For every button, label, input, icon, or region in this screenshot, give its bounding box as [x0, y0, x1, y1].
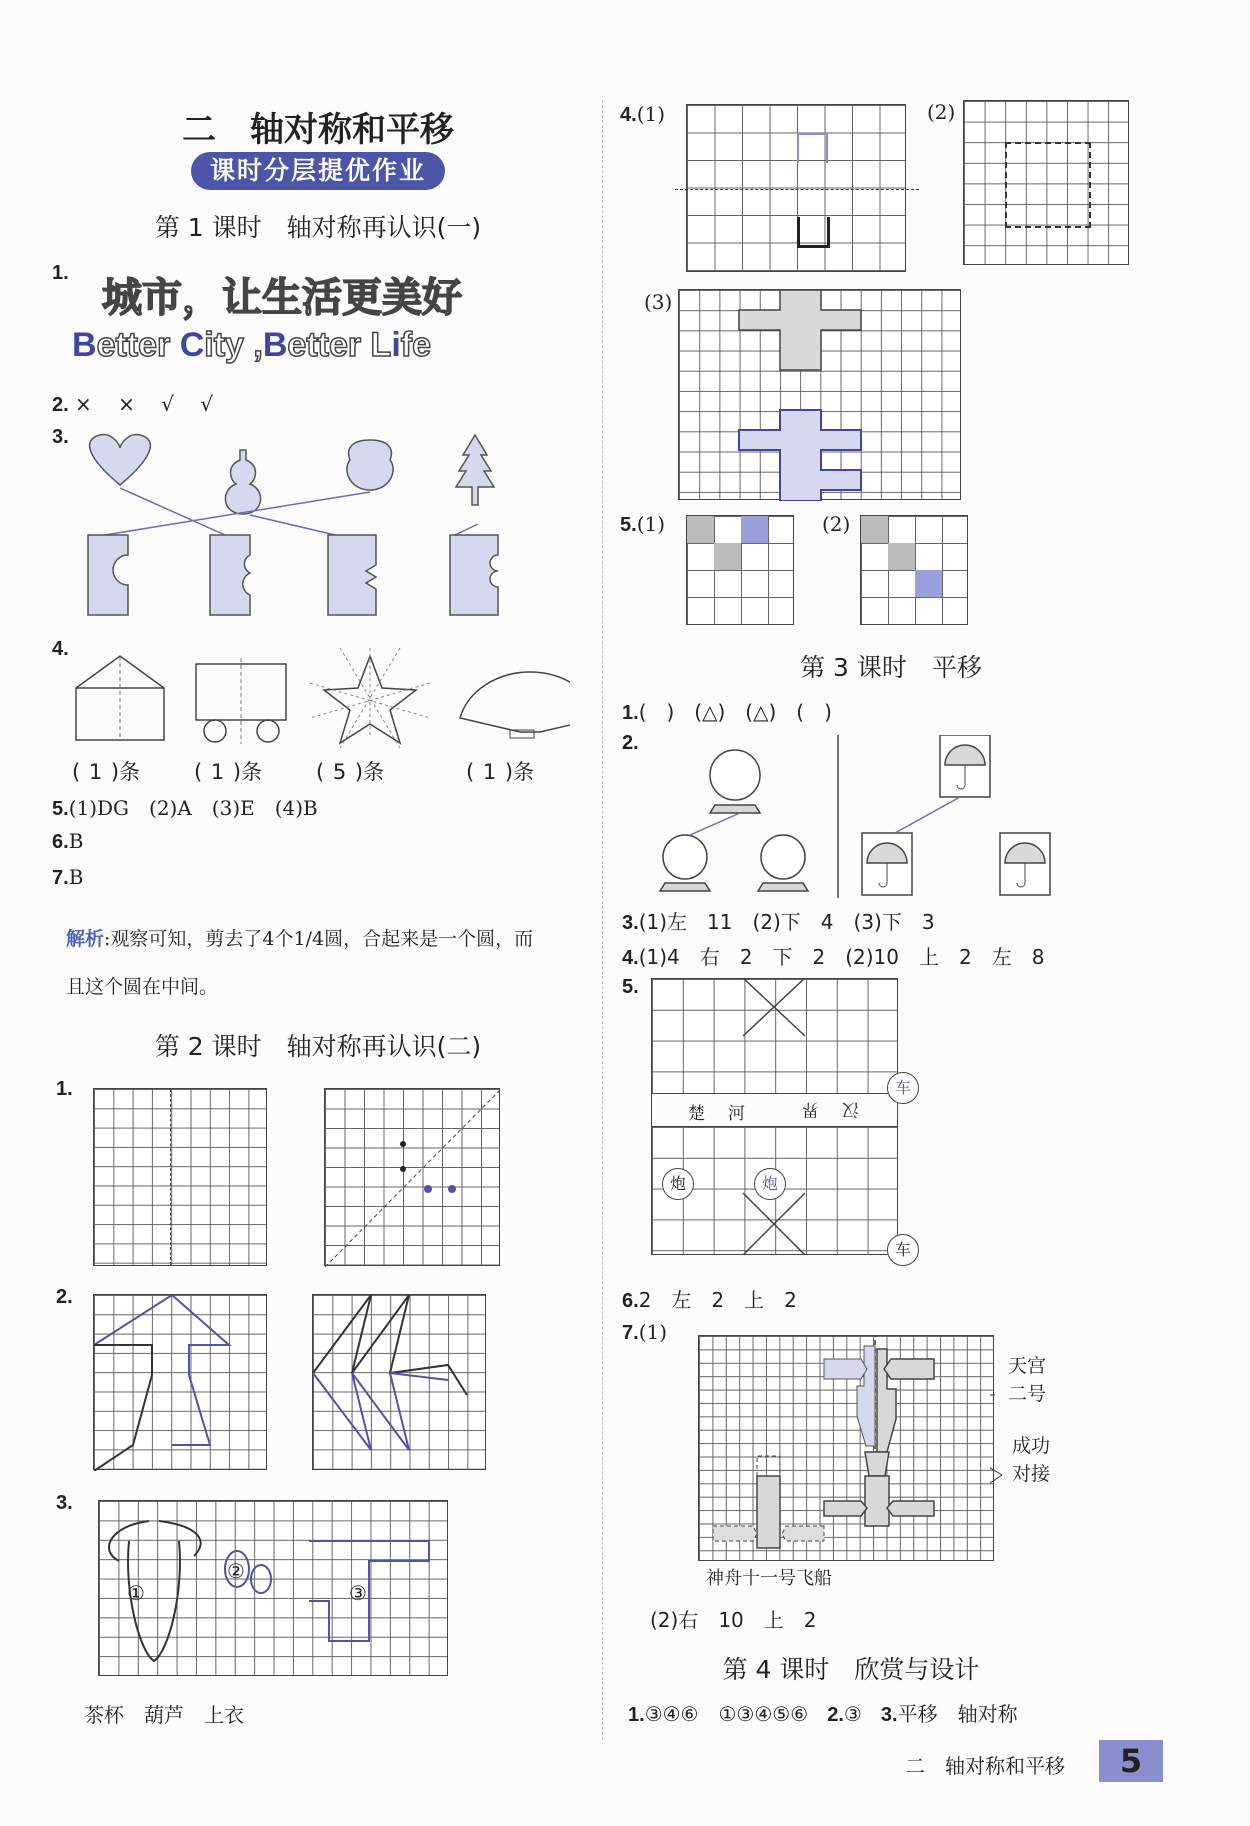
r-q5-number: 5.: [620, 514, 637, 536]
l3-q3-answer: [622, 906, 935, 935]
label-successful-docking: 成功对接: [1012, 1435, 1051, 1485]
l2-q2-number: 2.: [56, 1286, 73, 1308]
q2-text: × × √ √: [75, 392, 214, 416]
gourd-icon: [225, 450, 260, 514]
l3-q3-number: 3.: [622, 912, 639, 934]
q6-number: 6.: [52, 831, 69, 853]
l3-q1-text: ( ) (△) (△) ( ): [638, 700, 832, 724]
river-char: 河: [728, 1104, 745, 1124]
text: etter: [96, 326, 180, 364]
lesson3-title: 第 3 课时 平移: [800, 653, 982, 682]
half-heart-cutout: [88, 535, 128, 615]
gourd-label: ②: [227, 1559, 245, 1583]
q7-answer: [52, 865, 83, 890]
alarm-clock-icon: [758, 835, 808, 891]
l2-q1-grid-right: [324, 1088, 500, 1266]
r-q4-3-grid: [678, 289, 961, 500]
letter-b: B: [262, 326, 288, 364]
lesson2-title: 第 2 课时 轴对称再认识(二): [154, 1032, 482, 1061]
river-char: 汉: [842, 1099, 859, 1119]
q6-text: B: [68, 829, 84, 853]
letter-b: B: [72, 326, 97, 364]
r-q4-part2: (2): [927, 100, 956, 124]
analysis-label: 解析: [66, 928, 105, 950]
q6-answer: [52, 829, 83, 854]
river-char: 界: [802, 1099, 819, 1119]
teacup-label: ①: [127, 1581, 145, 1605]
q4-number: 4.: [52, 638, 69, 660]
l2-q3-answer: 茶杯 葫芦 上衣: [84, 1703, 244, 1727]
text: etter L: [287, 326, 392, 364]
q3-number: 3.: [52, 426, 69, 448]
r-q5-1-grid: [686, 515, 794, 625]
q7-text: B: [68, 865, 84, 889]
r-q4-number: 4.: [620, 104, 637, 126]
q2-answer: [52, 388, 213, 417]
chess-piece-chariot: 车: [887, 1072, 919, 1104]
l3-q2-figures: [640, 735, 1080, 900]
l3-q1-number: 1.: [622, 702, 639, 724]
l4-q1-number: 1.: [628, 1704, 645, 1726]
pine-tree-icon: [456, 435, 494, 505]
umbrella-icon: [1000, 833, 1050, 895]
l3-q7-label: [622, 1320, 667, 1345]
l3-q7-part1: (1): [638, 1320, 668, 1344]
l3-q6-number: 6.: [622, 1290, 639, 1312]
section-badge: 课时分层提优作业: [191, 152, 445, 190]
analysis-text: :观察可知，剪去了4个1/4圆，合起来是一个圆，而: [104, 928, 534, 950]
chess-board: [651, 978, 911, 1259]
chess-piece-cannon-moved: 炮: [754, 1168, 786, 1200]
star-icon: [324, 656, 416, 743]
q5-number: 5.: [52, 798, 69, 820]
q4-answer: ( 1 )条: [466, 760, 535, 784]
half-gourd-cutout: [210, 535, 250, 615]
q1-number: 1.: [52, 262, 69, 284]
r-q4-2-grid: [963, 100, 1129, 265]
l2-q3-number: 3.: [56, 1492, 73, 1514]
l4-q3-text: 平移 轴对称: [897, 1702, 1018, 1726]
l2-q2-grid-right: [312, 1294, 486, 1470]
shirt-label: ③: [349, 1581, 367, 1605]
label-tiangong-2: 天宫二号: [1008, 1355, 1047, 1405]
l4-answers: [628, 1698, 1018, 1727]
letter-i: i: [391, 326, 401, 364]
l3-q2-number: 2.: [622, 732, 639, 754]
r-q4-part3: (3): [644, 290, 673, 314]
page-number: 5: [1099, 1740, 1163, 1782]
l3-q4-number: 4.: [622, 947, 639, 969]
umbrella-icon: [862, 833, 912, 895]
river-char: 楚: [688, 1104, 705, 1124]
q4-answers: [72, 756, 534, 786]
alarm-clock-icon: [710, 750, 760, 813]
letter-c: C: [179, 326, 205, 364]
l4-q1-text: ③④⑥ ①③④⑤⑥: [644, 1702, 809, 1726]
alarm-clock-icon: [660, 835, 710, 891]
l3-q7-number: 7.: [622, 1322, 639, 1344]
lesson1-title: 第 1 课时 轴对称再认识(一): [154, 213, 482, 242]
l3-q7-part2: (2)右 10 上 2: [650, 1608, 817, 1632]
l4-q3-number: 3.: [880, 1704, 898, 1726]
l3-q5-number: 5.: [622, 976, 639, 998]
l3-q4-answer: [622, 941, 1044, 970]
r-q5-part1: (1): [636, 512, 666, 536]
label-shenzhou-11: 神舟十一号飞船: [706, 1568, 832, 1589]
q4-symmetry-figures: [70, 648, 570, 753]
q2-number: 2.: [52, 394, 69, 416]
q5-text: (1)DG (2)A (3)E (4)B: [68, 796, 318, 820]
text: fe: [400, 326, 432, 364]
r-q4-label: [620, 102, 665, 127]
l3-q7-grid: [698, 1335, 994, 1561]
r-q5-2-grid: [860, 515, 968, 625]
l3-q6-text: 2 左 2 上 2: [638, 1288, 797, 1312]
tree-crown-icon: [347, 440, 393, 490]
l3-q4-text: (1)4 右 2 下 2 (2)10 上 2 左 8: [638, 945, 1045, 969]
chapter-title: 二 轴对称和平移: [182, 110, 454, 150]
q1-chinese-slogan: 城市，让生活更美好: [102, 275, 462, 321]
column-divider: [602, 100, 603, 1740]
half-cloud-cutout: [450, 535, 498, 615]
r-q5-label: [620, 512, 665, 537]
q7-number: 7.: [52, 867, 69, 889]
q5-answer: [52, 792, 318, 821]
analysis-line-2: 且这个圆在中间。: [66, 976, 219, 998]
q4-answer: ( 5 )条: [316, 760, 385, 784]
r-q4-part1: (1): [636, 102, 666, 126]
lesson4-title: 第 4 课时 欣赏与设计: [722, 1655, 980, 1684]
l2-q1-number: 1.: [56, 1078, 73, 1100]
analysis-line-1: [66, 924, 533, 951]
l3-q6-answer: [622, 1284, 797, 1313]
chess-piece-chariot: 车: [887, 1234, 919, 1266]
chess-piece-cannon: 炮: [662, 1168, 694, 1200]
umbrella-icon: [940, 735, 990, 797]
l3-q1-answer: [622, 696, 832, 725]
text: ity ,: [204, 326, 263, 364]
q3-matching-figure: [80, 430, 520, 630]
l2-q3-grid: [98, 1500, 448, 1676]
q4-answer: ( 1 )条: [194, 760, 263, 784]
half-tree-cutout: [328, 535, 376, 615]
r-q5-part2: (2): [822, 512, 851, 536]
l4-q2-number: 2.: [827, 1704, 844, 1726]
l2-q1-grid-left: [93, 1088, 267, 1266]
q1-english-slogan: [72, 326, 431, 365]
q4-answer: ( 1 )条: [72, 760, 141, 784]
l4-q2-text: ③: [843, 1702, 862, 1726]
heart-icon: [90, 435, 151, 485]
footer-chapter: 二 轴对称和平移: [905, 1754, 1065, 1778]
fan-icon: [460, 672, 570, 732]
l2-q2-grid-left: [93, 1294, 267, 1470]
l3-q3-text: (1)左 11 (2)下 4 (3)下 3: [638, 910, 935, 934]
r-q4-1-grid: [686, 104, 906, 272]
